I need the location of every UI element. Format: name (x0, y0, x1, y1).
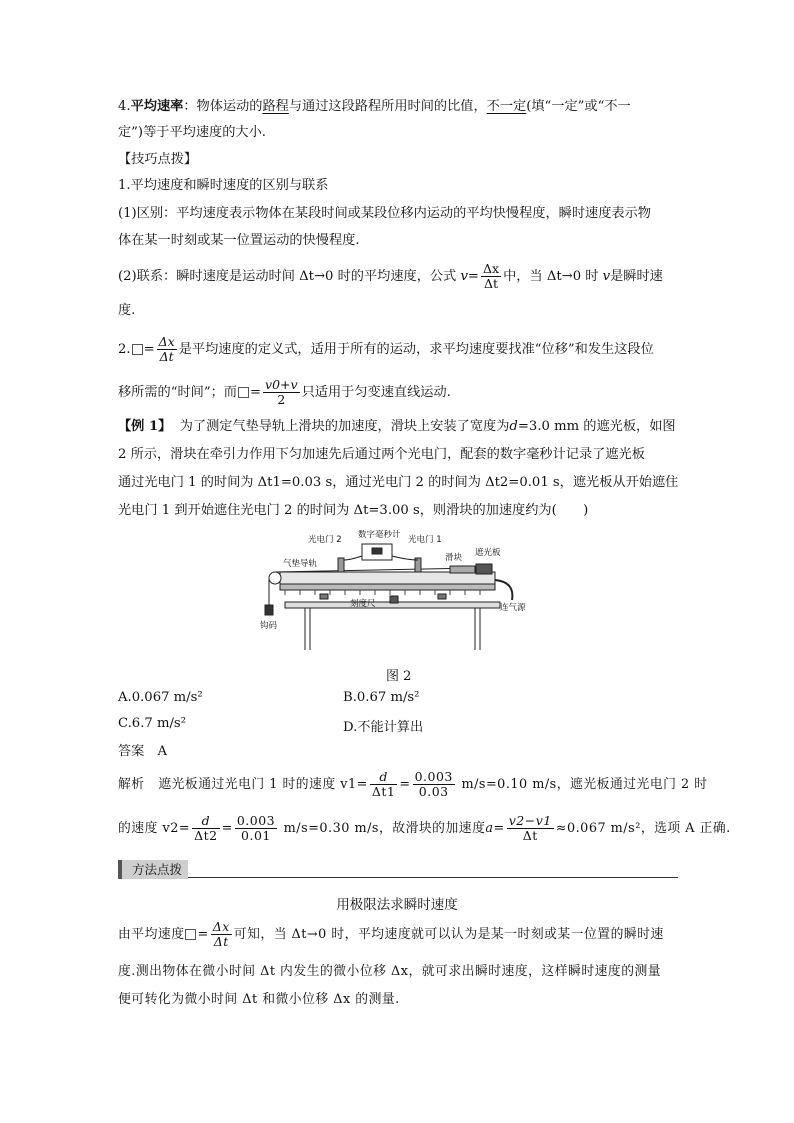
analysis-text-1a: 遮光板通过光电门 1 时的速度 v1= (158, 777, 368, 792)
tip1-link-text-b: 中，当 Δt→0 时 (503, 269, 599, 284)
pulley-icon (269, 572, 281, 584)
fraction-numerator: Δx (212, 919, 230, 934)
fraction-value-2 (235, 814, 277, 843)
tip2-text-d: 只适用于匀变速直线运动. (301, 385, 451, 400)
analysis-line2 (118, 812, 731, 846)
acceleration-symbol: a= (485, 821, 505, 836)
air-track-diagram (250, 530, 550, 650)
label-shade-plate: 遮光板 (475, 548, 501, 558)
method-text-1a: 由平均速度 (118, 927, 185, 942)
fraction-denominator: 2 (277, 392, 286, 407)
analysis-tag: 解析 (118, 777, 145, 792)
tip1-diff-line1: (1)区别：平均速度表示物体在某段时间或某段位移内运动的平均快慢程度，瞬时速度表示物 (118, 206, 651, 221)
tip2-text-b: 是平均速度的定义式，适用于所有的运动，求平均速度要找准“位移”和发生这段位 (178, 342, 654, 357)
item4-text-b: 与通过这段路程所用时间的比值， (288, 99, 487, 114)
vbar-placeholder-icon (185, 929, 196, 940)
equals-sign: = (143, 342, 155, 357)
track-base (280, 584, 495, 590)
tip1-link-text-c: 是瞬时速 (610, 269, 663, 284)
fraction-denominator: Δt (159, 349, 174, 364)
tip1-title: 1.平均速度和瞬时速度的区别与联系 (118, 178, 329, 193)
example-text-1: 为了测定气垫导轨上滑块的加速度，滑块上安装了宽度为 (179, 419, 510, 434)
option-a[interactable]: A.0.067 m/s² (118, 690, 203, 705)
method-tips-tab: 方法点拨 (118, 860, 188, 879)
equals-sign: = (467, 269, 479, 284)
label-photogate-2: 光电门 2 (308, 535, 342, 545)
fraction-denominator: 0.03 (418, 784, 449, 799)
item4-underlined-path: 路程 (262, 99, 289, 114)
hook-weight (265, 605, 273, 615)
analysis-text-2c: ≈0.067 m/s²，选项 A 正确. (555, 821, 731, 836)
fraction-numerator: Δx (482, 261, 500, 276)
method-line1 (118, 918, 664, 952)
fraction-numerator: 0.003 (414, 769, 453, 784)
photogate-2 (338, 558, 344, 572)
item4-number: 4. (118, 99, 131, 114)
fraction-denominator: Δt1 (371, 784, 396, 799)
fraction-denominator: Δt (483, 276, 499, 291)
fraction-numerator: v0+v (265, 377, 298, 392)
fraction-v0-plus-v (263, 378, 300, 407)
fraction-dx-dt (211, 920, 232, 949)
example-tag: 【例 1】 (118, 419, 172, 434)
figure-caption: 图 2 (386, 669, 412, 684)
fraction-denominator: Δt2 (194, 828, 218, 843)
example-text-1b: =3.0 mm 的遮光板，如图 (517, 419, 676, 434)
vbar-placeholder-icon (238, 387, 249, 398)
fraction-value-1 (413, 770, 455, 799)
fraction-numerator: v2−v1 (508, 813, 552, 828)
fraction-d-dt1 (370, 770, 398, 799)
tips-header: 【技巧点拨】 (118, 152, 198, 167)
tip1-link-line (118, 262, 663, 292)
equals-sign: = (249, 385, 262, 400)
method-title: 用极限法求瞬时速度 (336, 897, 458, 913)
velocity-symbol: v (460, 269, 468, 284)
label-air-source: 连气源 (500, 603, 526, 613)
example-line2: 2 所示，滑块在牵引力作用下匀加速先后通过两个光电门，配套的数字毫秒计记录了遮光板 (118, 447, 645, 462)
tip2-number: 2. (118, 342, 131, 357)
method-line3: 便可转化为微小时间 Δt 和微小位移 Δx 的测量. (118, 992, 400, 1007)
label-air-track: 气垫导轨 (283, 559, 318, 569)
equals-sign: = (197, 927, 209, 942)
method-divider (188, 877, 678, 878)
fraction-denominator: Δt (522, 828, 538, 843)
label-timer: 数字毫秒计 (358, 530, 401, 540)
tip2-text-c: 移所需的“时间”；而 (118, 385, 237, 400)
analysis-text-1b: m/s=0.10 m/s，遮光板通过光电门 2 时 (456, 777, 708, 792)
tip1-link-line2: 度. (118, 303, 136, 318)
option-c[interactable]: C.6.7 m/s² (118, 716, 186, 731)
item4-text-a: ：物体运动的 (183, 99, 263, 114)
equals-sign: = (221, 821, 233, 836)
shade-plate (476, 564, 492, 574)
fraction-numerator: 0.003 (236, 813, 276, 828)
tip1-diff-line2: 体在某一时刻或某一位置运动的快慢程度. (118, 233, 360, 248)
air-hose (495, 580, 512, 600)
option-d[interactable]: D.不能计算出 (343, 720, 424, 735)
track-rail (280, 572, 495, 584)
method-text-1b: 可知，当 Δt→0 时，平均速度就可以认为是某一时刻或某一位置的瞬时速 (233, 927, 664, 942)
item4-answer: 不一定 (486, 99, 527, 114)
fraction-denominator: 0.01 (241, 828, 271, 843)
equals-sign: = (399, 777, 411, 792)
method-tips-bar (118, 860, 678, 880)
example-line1 (118, 418, 676, 436)
tip2-line2 (118, 378, 451, 408)
analysis-line1 (118, 768, 708, 802)
fraction-d-dt2 (192, 814, 220, 843)
answer-line: 答案 A (118, 744, 168, 759)
label-slider: 滑块 (445, 553, 463, 563)
fraction-numerator: d (192, 814, 220, 829)
example-line3: 通过光电门 1 的时间为 Δt1=0.03 s，通过光电门 2 的时间为 Δt2=0.01 s，遮光板从开始遮住 (118, 475, 679, 490)
label-photogate-1: 光电门 1 (408, 535, 442, 545)
symbol-d: d (509, 419, 518, 434)
tip2-line1 (118, 335, 654, 365)
fraction-dx-dt (157, 335, 177, 364)
fraction-dx-dt (481, 262, 501, 291)
item4-title: 平均速率 (130, 99, 184, 114)
analysis-text-2a: 的速度 v2= (118, 821, 191, 836)
slider-block (450, 566, 475, 573)
fraction-numerator: Δx (158, 334, 175, 349)
tip1-link-text-a: (2)联系：瞬时速度是运动时间 Δt→0 时的平均速度，公式 (118, 269, 457, 284)
fraction-acceleration (507, 814, 554, 843)
velocity-symbol-2: v (602, 269, 611, 284)
fraction-denominator: Δt (213, 934, 229, 949)
example-line4: 光电门 1 到开始遮住光电门 2 的时间为 Δt=3.00 s，则滑块的加速度约为( ) (118, 503, 589, 518)
label-hook-weight: 钩码 (260, 621, 278, 631)
item4-text-c: (填“一定”或“不一 (526, 99, 631, 114)
fraction-numerator: d (370, 770, 398, 785)
option-b[interactable]: B.0.67 m/s² (343, 690, 420, 705)
vbar-placeholder-icon (132, 344, 143, 355)
item4-line2: 定”)等于平均速度的大小. (118, 125, 266, 140)
item4-line1 (118, 98, 631, 116)
method-line2: 度.测出物体在微小时间 Δt 内发生的微小位移 Δx，就可求出瞬时速度，这样瞬时速度的测量 (118, 964, 662, 979)
analysis-text-2b: m/s=0.30 m/s，故滑块的加速度 (279, 821, 486, 836)
label-ruler: 刻度尺 (350, 599, 376, 609)
